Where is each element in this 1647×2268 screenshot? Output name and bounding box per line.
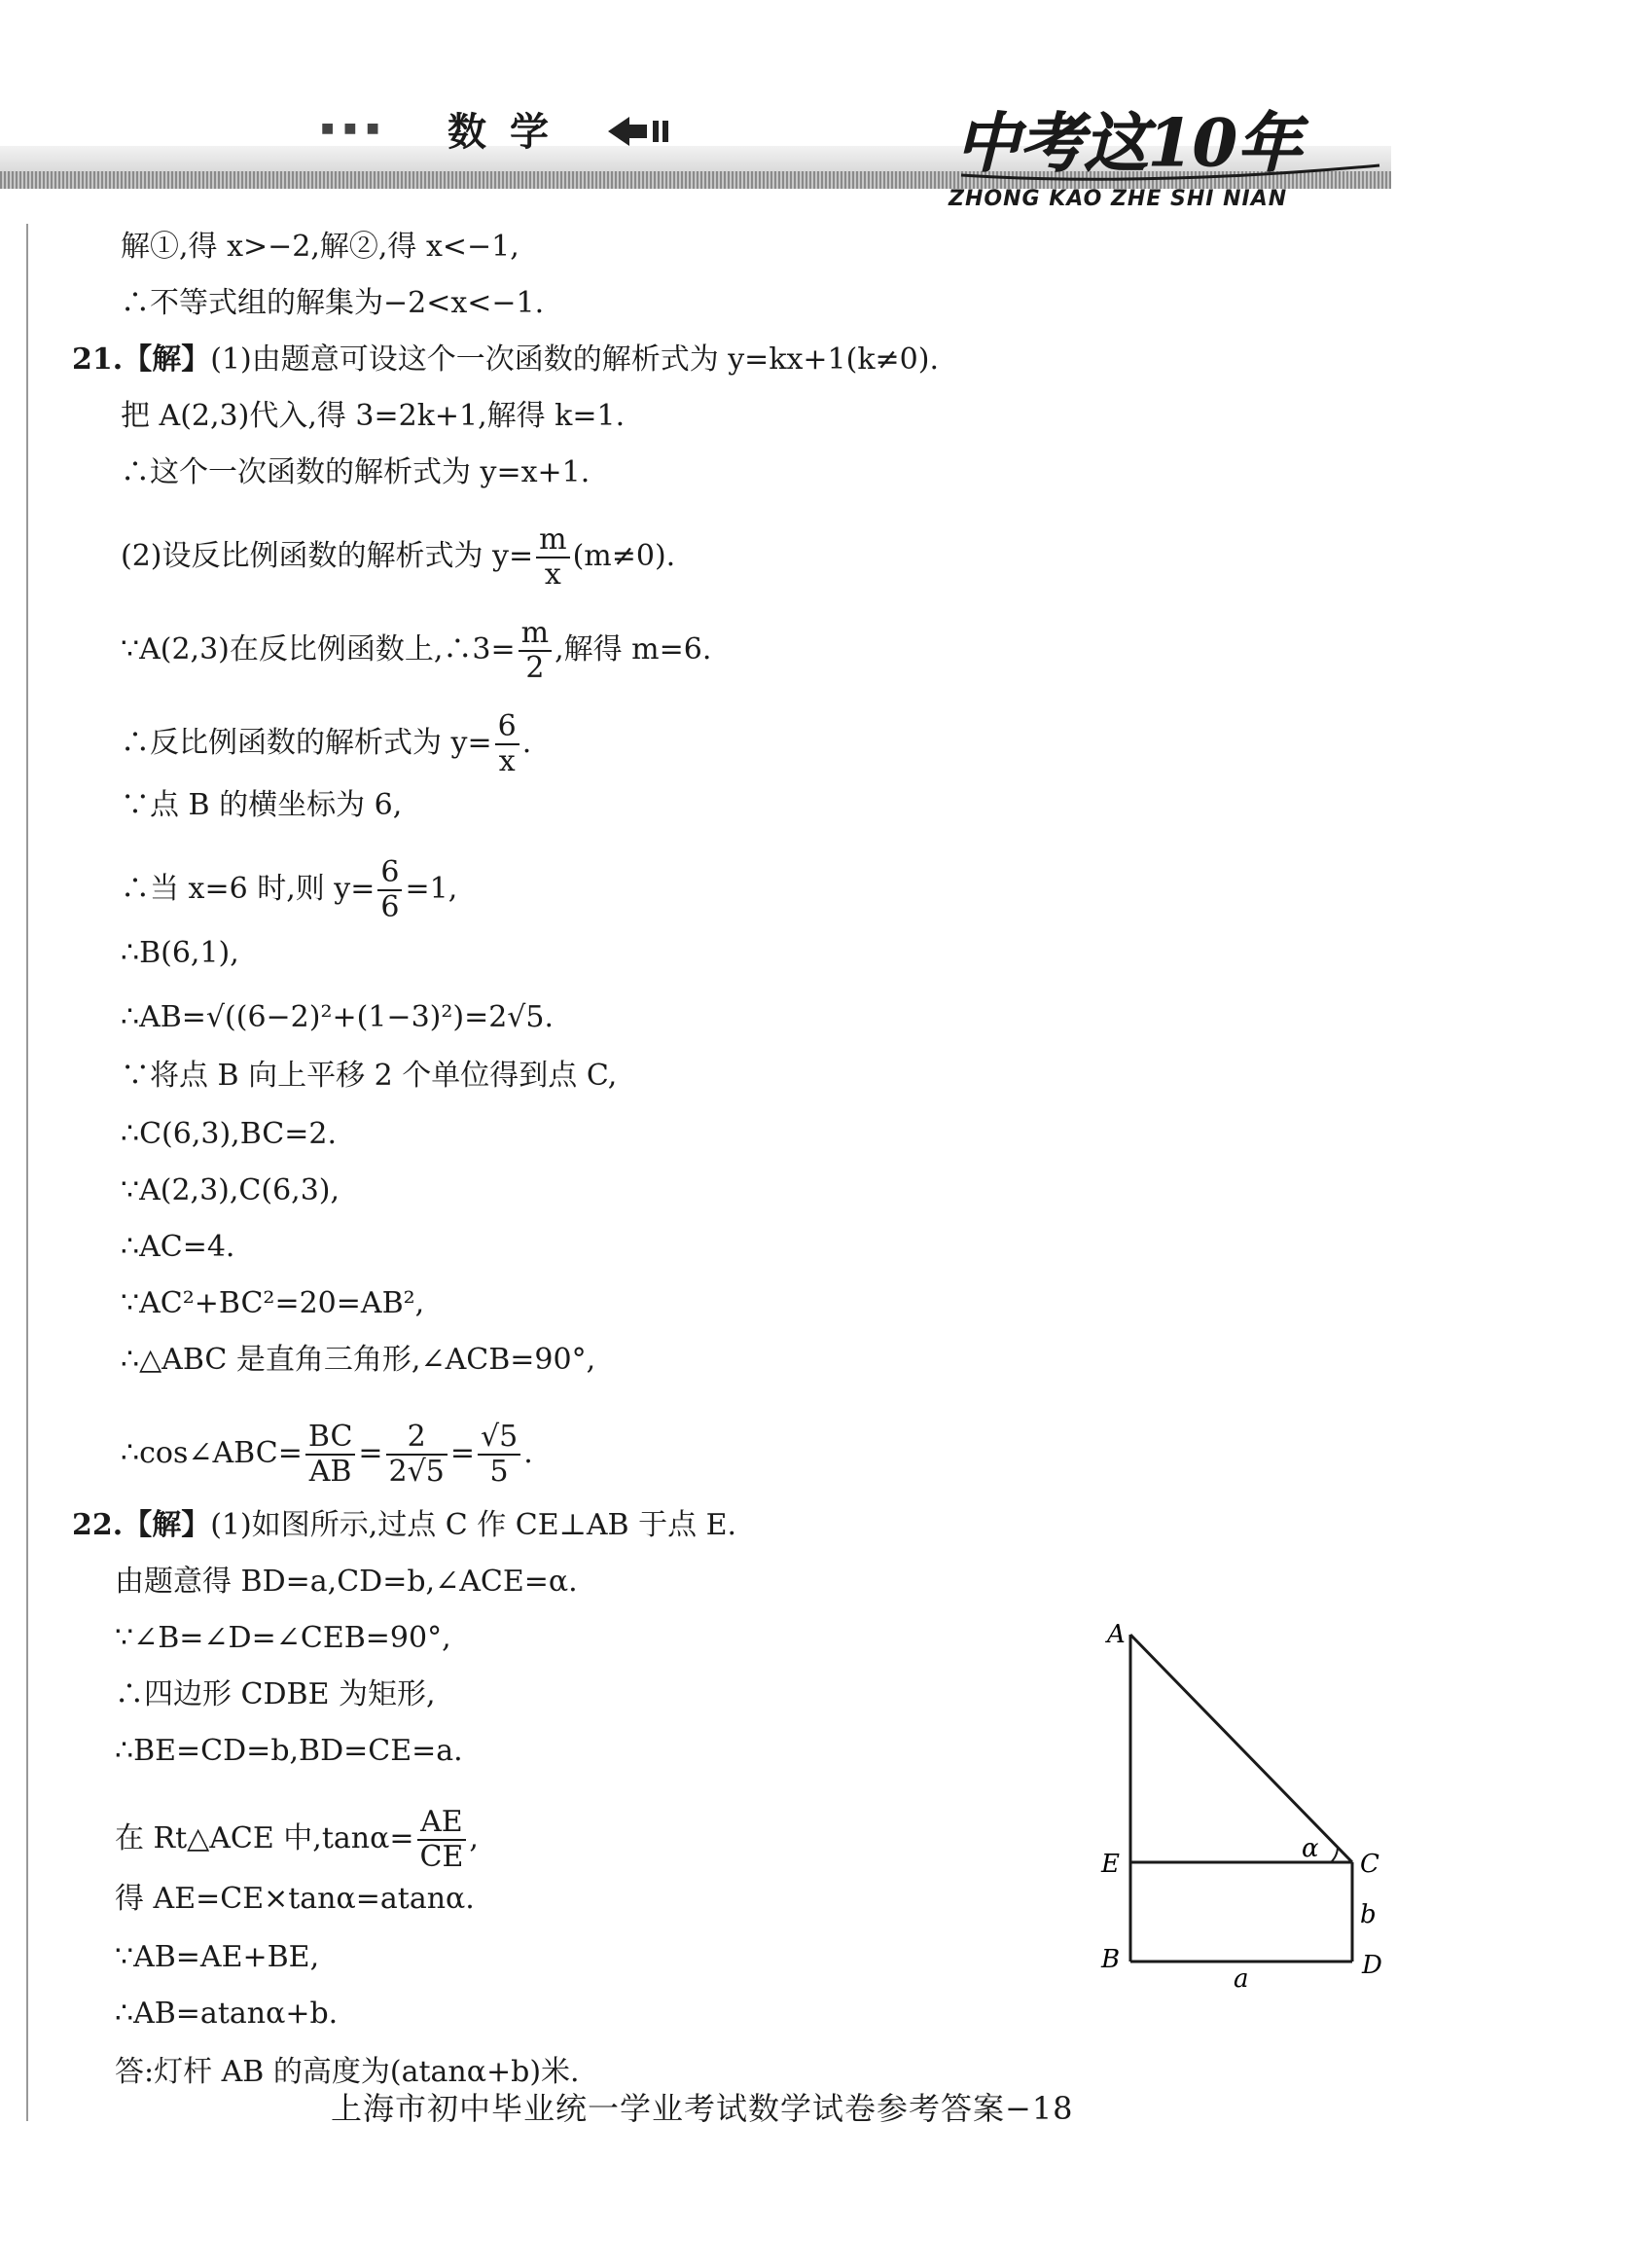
line-evaluate-y [121,856,457,924]
question-22 [72,1506,736,1545]
label-alpha: α [1302,1834,1319,1863]
fraction [478,1421,520,1489]
text: ∴cos∠ABC= [121,1436,303,1470]
label-c: C [1360,1850,1379,1879]
label-d: D [1362,1951,1382,1980]
label-b: B [1101,1945,1121,1974]
question-number: 22. [72,1508,124,1542]
line-answer: 答:灯杆 AB 的高度为(atanα+b)米. [115,2055,580,2089]
line-point-c: ∴C(6,3),BC=2. [121,1117,338,1151]
line-solution-set: ∴不等式组的解集为−2<x<−1. [121,286,545,320]
line-ac-length: ∴AC=4. [121,1230,235,1264]
denominator: 2 [525,651,545,685]
denominator: 2√5 [388,1455,445,1489]
line-points-ac: ∵A(2,3),C(6,3), [121,1173,340,1207]
brand-logo [951,97,1389,185]
text: (2)设反比例函数的解析式为 y= [121,539,534,573]
line-ab-sum: ∵AB=AE+BE, [115,1940,320,1974]
numerator: √5 [478,1421,520,1456]
numerator: 2 [386,1421,448,1456]
line-inverse-function-setup [121,523,675,592]
line-rectangle: ∴四边形 CDBE 为矩形, [115,1677,436,1711]
line-solve-inequalities: 解①,得 x>−2,解②,得 x<−1, [121,230,519,264]
line-inverse-function [121,710,531,778]
denominator: x [498,744,516,778]
line-point-b-abscissa: ∵点 B 的横坐标为 6, [121,788,403,822]
question-21 [72,341,939,379]
line-tangent [115,1806,479,1874]
logo-text: 中考这10年 [955,105,1302,181]
line-linear-function: ∴这个一次函数的解析式为 y=x+1. [121,455,591,489]
numerator: 6 [495,710,519,745]
line-point-b: ∴B(6,1), [121,936,239,970]
line-right-angles: ∵∠B=∠D=∠CEB=90°, [115,1621,451,1655]
label-side-a: a [1234,1964,1249,1994]
header-dots-icon: ■■■ [321,121,389,136]
line-cosine [121,1421,533,1489]
arrow-left-icon [608,115,676,148]
page-footer: 上海市初中毕业统一学业考试数学试卷参考答案−18 [331,2090,1074,2127]
header-subject: 数学 [448,110,572,155]
text: . [523,1436,533,1470]
line-right-triangle: ∴△ABC 是直角三角形,∠ACB=90°, [121,1343,596,1377]
line-ab-length: ∴AB=√((6−2)²+(1−3)²)=2√5. [121,1000,555,1034]
text: = [358,1436,383,1470]
text: (m≠0). [572,539,676,573]
fraction [495,710,519,778]
label-side-b: b [1360,1900,1377,1929]
text: ∴反比例函数的解析式为 y= [121,726,492,760]
denominator: x [544,558,561,592]
line-given: 由题意得 BD=a,CD=b,∠ACE=α. [115,1565,578,1599]
line-ab-value: ∴AB=atanα+b. [115,1997,339,2031]
answer-tag: 【解】 [123,342,211,377]
denominator: 5 [489,1455,509,1489]
text: , [469,1821,479,1855]
line-ae-value: 得 AE=CE×tanα=atanα. [115,1882,475,1916]
line-equal-sides: ∴BE=CD=b,BD=CE=a. [115,1734,463,1768]
line-solve-m [121,617,711,685]
text: 在 Rt△ACE 中,tanα= [115,1821,414,1855]
fraction [305,1421,356,1489]
text: =1, [405,872,458,906]
line-substitute-a: 把 A(2,3)代入,得 3=2k+1,解得 k=1. [121,399,626,433]
q22-part1-statement: (1)如图所示,过点 C 作 CE⊥AB 于点 E. [210,1508,737,1542]
line-pythagoras: ∵AC²+BC²=20=AB², [121,1286,425,1320]
logo-subtitle: ZHONG KAO ZHE SHI NIAN [949,187,1288,211]
angle-alpha-arc [1331,1848,1338,1862]
question-number: 21. [72,342,124,377]
denominator: 6 [380,890,400,924]
geometry-figure [1090,1615,1411,2004]
text: . [521,726,532,760]
numerator: BC [305,1421,356,1456]
denominator: AB [308,1455,352,1489]
margin-rule [26,224,28,2121]
fraction [377,856,402,924]
label-a: A [1107,1620,1126,1649]
fraction [536,523,569,592]
fraction [386,1421,448,1489]
segment-ac [1130,1635,1352,1862]
fraction [519,617,552,685]
answer-tag: 【解】 [123,1508,211,1542]
numerator: m [536,523,569,558]
q21-part1-statement: (1)由题意可设这个一次函数的解析式为 y=kx+1(k≠0). [210,342,939,377]
numerator: AE [417,1806,467,1841]
numerator: 6 [377,856,402,891]
text: ∴当 x=6 时,则 y= [121,872,376,906]
label-e: E [1101,1850,1120,1879]
denominator: CE [419,1840,464,1874]
text: ,解得 m=6. [555,632,712,666]
line-translate-b: ∵将点 B 向上平移 2 个单位得到点 C, [121,1059,618,1093]
numerator: m [519,617,552,652]
text: ∵A(2,3)在反比例函数上,∴3= [121,632,516,666]
text: = [449,1436,475,1470]
fraction [417,1806,467,1874]
